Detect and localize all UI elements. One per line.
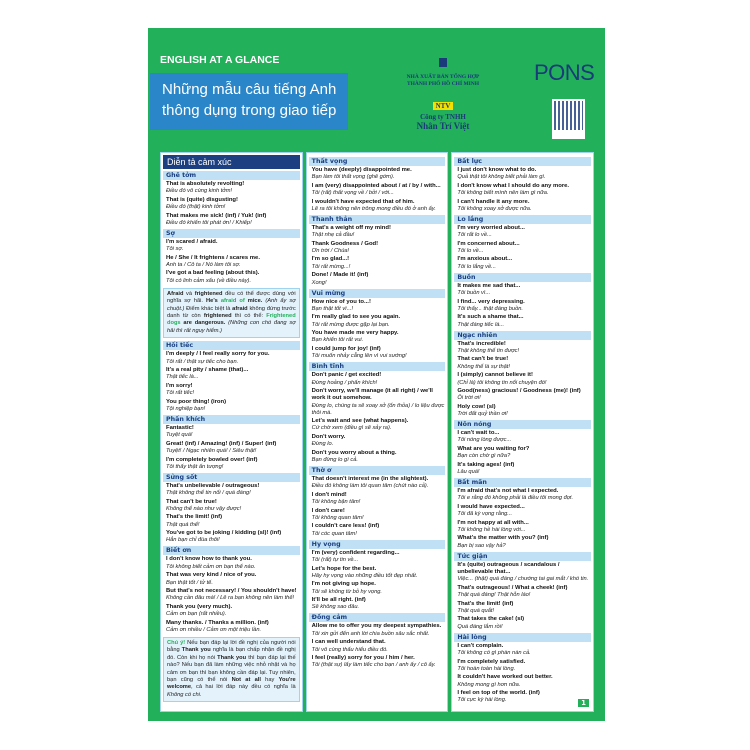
phrase-vietnamese: Tôi không có gì phàn nàn cả.: [457, 650, 531, 657]
phrase-english: That's outrageous! / What a cheek! (inf): [457, 584, 568, 591]
phrase-vietnamese: Cứ chờ xem (điều gì sẽ xảy ra).: [311, 425, 392, 432]
phrase-vietnamese: Tôi muốn nhảy cẫng lên vì vui sướng!: [311, 353, 407, 360]
phrase-vietnamese: Thật đáng tiếc là...: [457, 321, 505, 328]
phrase-english: Done! / Made it! (inf): [311, 272, 369, 279]
phrase-vietnamese: Cảm ơn nhiều / Cảm ơn một triệu lần.: [166, 626, 262, 633]
phrase-vietnamese: Không cần đâu mà! / Lẽ ra bạn không nên làm thế!: [166, 595, 295, 602]
phrase-english: That is absolutely revolting!: [166, 181, 245, 187]
section-header: Ghê tởm: [163, 171, 300, 180]
phrase-vietnamese: Tội nghiệp bạn!: [166, 405, 206, 412]
column-2: [306, 152, 449, 712]
phrase-english: I'm concerned about...: [457, 240, 520, 247]
phrase-vietnamese: Tôi cóc quan tâm!: [311, 530, 357, 537]
phrase-english: Don't you worry about a thing.: [311, 449, 397, 456]
publisher-line-1: NHÀ XUẤT BẢN TỔNG HỢP: [406, 74, 480, 80]
phrase-english: That's a weight off my mind!: [311, 224, 391, 231]
phrase-english: Let's wait and see (what happens).: [311, 418, 409, 425]
phrase-vietnamese: Không thể là sự thật!: [457, 363, 510, 370]
phrase-vietnamese: Tôi thấy thật ấn tượng!: [166, 463, 224, 470]
note-text: mice.: [244, 298, 266, 305]
section-header: Sửng sốt: [163, 473, 300, 482]
ntv-logo: NTV: [433, 102, 454, 110]
phrase-vietnamese: Tôi không biết cảm ơn bạn thế nào.: [166, 563, 256, 570]
section-header: Nôn nóng: [454, 420, 591, 429]
phrase-vietnamese: Thật không thể tin được!: [457, 347, 520, 354]
phrase-english: Many thanks. / Thanks a million. (inf): [166, 619, 269, 626]
title-line-2: thông dụng trong giao tiếp: [162, 102, 337, 119]
phrase-vietnamese: Bạn đừng lo gì cả.: [311, 457, 358, 464]
section-header: Thất vọng: [309, 157, 446, 166]
phrase-vietnamese: Hãy hy vọng vào những điều tốt đẹp nhất.: [311, 572, 418, 579]
note-text: thì bạn đáp lại thế nào? Nếu bạn đã làm những việc nhỏ nhặt và họ cảm ơn bạn thì bạn không cần đáp lại. Tuy nhiên, bạn cũng có thể nói: [167, 654, 296, 683]
phrase-english: I would have expected...: [457, 503, 525, 510]
note-text: Thank you: [181, 647, 211, 654]
note-text: thì có thể:: [231, 313, 267, 319]
phrase-english: I could jump for joy! (inf): [311, 345, 381, 352]
phrase-english: It's taking ages! (inf): [457, 461, 515, 468]
phrase-english: That is (quite) disgusting!: [166, 196, 238, 203]
note-text: afraid of: [220, 298, 245, 305]
column-heading: Diễn tả cảm xúc: [163, 155, 300, 169]
note-text: He's: [206, 298, 221, 305]
phrase-vietnamese: Tôi (rất) thất vọng về / bởi / với...: [311, 190, 394, 197]
note-text: Afraid: [167, 290, 184, 297]
phrase-english: I don't know how to thank you.: [166, 556, 252, 563]
phrase-english: I'm really glad to see you again.: [311, 314, 401, 321]
phrase-vietnamese: Tôi nóng lòng được...: [457, 437, 512, 444]
note-text: , cả hai lời đáp này đều có nghĩa là: [191, 684, 296, 691]
phrase-vietnamese: Bạn khiến tôi rất vui.: [311, 337, 364, 344]
phrase-english: That's the limit! (inf): [457, 600, 514, 607]
phrase-english: Good(ness) gracious! / Goodness (me)! (inf): [457, 388, 581, 395]
phrase-english: I'm anxious about...: [457, 256, 513, 263]
phrase-vietnamese: Ôi trời ơi!: [457, 395, 481, 402]
phrase-english: That's incredible!: [457, 340, 506, 347]
phrase-english: That can't be true!: [166, 498, 217, 505]
phrase-vietnamese: Điều đó khiến tôi phát ớn! / Khiếp!: [166, 219, 252, 226]
pons-logo: PONS: [534, 60, 595, 85]
phrase-vietnamese: Tôi rất lo về...: [457, 232, 492, 239]
note-text: Chú ý!: [167, 639, 188, 646]
phrase-english: It'll be all right. (inf): [311, 597, 366, 604]
section-header: Bình tĩnh: [309, 362, 446, 371]
phrase-english: I feel (really) sorry for you / him / her.: [311, 655, 415, 662]
column-1: [160, 152, 303, 712]
phrase-vietnamese: Tôi rất tiếc!: [166, 390, 195, 397]
phrase-vietnamese: Cảm ơn bạn (rất nhiều).: [166, 611, 227, 618]
phrase-vietnamese: Tôi không biết mình nên làm gì nữa.: [457, 190, 549, 197]
phrase-vietnamese: Đừng hoảng / phấn khích!: [311, 379, 378, 386]
phrase-vietnamese: Thật quá đáng! Thật hỗn láo!: [457, 592, 531, 599]
phrase-english: I'm completely satisfied.: [457, 658, 526, 665]
phrase-vietnamese: Tôi thấy... thật đáng buồn.: [457, 305, 524, 312]
section-header: Sợ: [163, 229, 300, 238]
phrase-vietnamese: Tôi (rất) tự tin về...: [311, 557, 359, 564]
phrase-vietnamese: Thật nhẹ cả đầu!: [311, 232, 355, 239]
phrase-vietnamese: Lẽ ra tôi không nên trông mong điều đó ở anh ấy.: [311, 205, 436, 212]
phrase-vietnamese: Thật quá quắt!: [457, 607, 495, 614]
phrase-vietnamese: Tôi vô cùng thấu hiểu điều đó.: [311, 646, 388, 653]
phrase-english: That's unbelievable / outrageous!: [166, 482, 260, 489]
phrase-vietnamese: Bạn thật tốt vì...!: [311, 305, 354, 312]
phrase-vietnamese: Tôi không xoay xở được nữa.: [457, 205, 532, 212]
note-text: frightened: [194, 290, 223, 297]
phrase-english: I'm scared / afraid.: [166, 238, 218, 245]
content-columns: [160, 152, 594, 712]
phrase-english: What's the matter with you? (inf): [457, 535, 549, 542]
section-header: Vui mừng: [309, 289, 446, 298]
phrase-vietnamese: Tôi không quan tâm!: [311, 514, 364, 521]
phrase-vietnamese: Tôi rất / thật sự tiếc cho bạn.: [166, 358, 239, 365]
phrase-english: Don't worry, we'll manage (it all right) / we'll work it out somehow.: [311, 388, 433, 402]
phrase-english: That's the limit! (inf): [166, 514, 223, 521]
note-text: .: [199, 691, 202, 698]
phrase-english: I'm (very) confident regarding...: [311, 549, 400, 556]
phrase-english: Don't panic / get excited!: [311, 372, 382, 379]
phrase-english: I'm afraid that's not what I expected.: [457, 488, 559, 495]
phrase-english: I just don't know what to do.: [457, 167, 537, 173]
phrase-vietnamese: Quá đáng lắm rồi!: [457, 623, 503, 630]
phrase-vietnamese: Tôi buồn vì...: [457, 290, 491, 297]
phrase-vietnamese: Tôi xin gửi đến anh lời chia buồn sâu sắc nhất.: [311, 630, 430, 637]
phrase-vietnamese: Tôi (thật sự) lấy làm tiếc cho bạn / anh ấy / cô ấy.: [311, 662, 436, 669]
phrase-english: It makes me sad that...: [457, 282, 521, 289]
section-header: Thanh thản: [309, 215, 446, 224]
section-header: Hối tiếc: [163, 341, 300, 350]
phrase-vietnamese: Tôi rất mừng được gặp lại bạn.: [311, 321, 390, 328]
phrase-vietnamese: Đừng lo, chúng ta sẽ xoay xở (ổn thỏa) / lo liệu được thôi mà.: [311, 402, 445, 416]
note-text: đều có thể được dùng với nghĩa sợ hãi.: [167, 290, 296, 305]
section-header: Buồn: [454, 273, 591, 282]
publisher-logo-icon: [439, 58, 447, 67]
phrase-english: I'm deeply / I feel really sorry for you.: [166, 351, 270, 358]
phrase-english: I've got a bad feeling (about this).: [166, 270, 260, 277]
phrase-vietnamese: Điều đó vô cùng kinh tởm!: [166, 188, 233, 195]
phrase-english: How nice of you to...!: [311, 298, 371, 305]
note-text: và: [183, 290, 195, 297]
phrase-vietnamese: Không thể nào như vậy được!: [166, 505, 242, 512]
phrase-english: I (simply) cannot believe it!: [457, 372, 533, 379]
phrase-vietnamese: Điều đó không làm tôi quan tâm (chút nào cả).: [311, 483, 429, 490]
section-header: Đồng cảm: [309, 613, 446, 622]
phrase-vietnamese: Bạn còn chờ gì nữa?: [457, 453, 511, 460]
note-box: [163, 637, 300, 702]
section-header: Lo lắng: [454, 215, 591, 224]
phrase-english: It's such a shame that...: [457, 314, 524, 321]
phrase-english: It's a real pity / shame (that)...: [166, 367, 249, 374]
series-title: ENGLISH AT A GLANCE: [160, 54, 280, 66]
company-line-1: Công ty TNHH: [420, 113, 466, 121]
phrase-vietnamese: Lâu quá!: [457, 469, 480, 476]
note-text: Thank you: [217, 654, 247, 661]
phrase-vietnamese: Tôi hoàn toàn hài lòng.: [457, 665, 516, 672]
section-header: Thờ ơ: [309, 466, 446, 475]
phrase-english: Allow me to offer you my deepest sympathies.: [311, 623, 442, 630]
phrase-vietnamese: Thật quá thể!: [166, 521, 200, 528]
phrase-vietnamese: Trời đất quỷ thần ơi!: [457, 411, 508, 418]
phrase-english: I wouldn't have expected that of him.: [311, 198, 415, 205]
note-text: Frightened dogs: [167, 313, 296, 327]
phrase-english: That was very kind / nice of you.: [166, 572, 257, 579]
phrase-english: You have (deeply) disappointed me.: [311, 167, 412, 173]
phrase-english: I am (very) disappointed about / at / by / with...: [311, 182, 441, 189]
phrase-english: That doesn't interest me (in the slightest).: [311, 476, 429, 483]
phrase-vietnamese: Tuyệt! / Ngạc nhiên quá! / Siêu thật!: [166, 448, 257, 454]
phrase-vietnamese: Xong!: [311, 279, 327, 286]
phrase-english: That takes the cake! (sl): [457, 616, 525, 623]
note-text: afraid: [232, 305, 248, 312]
note-text: are dangerous.: [180, 320, 226, 327]
note-text: Nếu bạn đáp lại lời đề nghị của người nói bằng: [167, 639, 296, 654]
note-text: frightened: [203, 313, 232, 319]
note-text: hay: [260, 677, 279, 683]
section-header: Tức giận: [454, 552, 591, 561]
qr-code-icon: [552, 99, 585, 139]
phrase-vietnamese: Tôi đã kỳ vọng rằng...: [457, 511, 513, 518]
phrase-vietnamese: Tôi rất mừng...!: [311, 263, 351, 270]
phrase-english: Don't worry.: [311, 433, 346, 440]
phrase-english: Great! (inf) / Amazing! (inf) / Super! (inf): [166, 440, 277, 447]
phrase-vietnamese: Sẽ không sao đâu.: [311, 604, 360, 611]
phrase-english: Let's hope for the best.: [311, 565, 377, 572]
note-text: (Anh ấy sợ chuột.): [167, 298, 296, 312]
note-text: Not at all: [231, 677, 261, 683]
section-header: Ngạc nhiên: [454, 331, 591, 340]
section-header: Bất mãn: [454, 478, 591, 487]
phrase-vietnamese: Thật tiếc là...: [166, 374, 199, 381]
note-text: You're welcome: [167, 677, 296, 691]
publisher-block: [388, 56, 498, 131]
phrase-english: I feel on top of the world. (inf): [457, 690, 540, 697]
phrase-vietnamese: Tôi sợ.: [166, 246, 184, 253]
phrase-english: It couldn't have worked out better.: [457, 674, 553, 681]
phrase-card: [148, 28, 605, 721]
phrase-vietnamese: Quả thật tôi không biết phải làm gì.: [457, 174, 546, 181]
page-title: [150, 73, 348, 130]
phrase-english: But that's not necessary! / You shouldn't have!: [166, 588, 297, 595]
phrase-vietnamese: Bạn bị sao vậy hả?: [457, 542, 506, 549]
phrase-vietnamese: Ơn trời / Chúa!: [311, 247, 350, 254]
phrase-english: I don't know what I should do any more.: [457, 182, 570, 189]
phrase-english: I don't care!: [311, 507, 345, 514]
section-header: Biết ơn: [163, 546, 300, 555]
section-header: Hài lòng: [454, 633, 591, 642]
phrase-vietnamese: Tôi sẽ không từ bỏ hy vọng.: [311, 588, 382, 595]
phrase-english: What are you waiting for?: [457, 445, 530, 452]
phrase-english: That can't be true!: [457, 356, 509, 363]
phrase-vietnamese: Tôi không bận tâm!: [311, 499, 361, 506]
phrase-english: I find... very depressing.: [457, 298, 525, 305]
phrase-vietnamese: Tôi cực kỳ hài lòng.: [457, 697, 507, 704]
phrase-english: I'm so glad...!: [311, 256, 350, 263]
phrase-english: Thank Goodness / God!: [311, 240, 379, 247]
phrase-english: I can't wait to...: [457, 430, 500, 437]
phrase-english: I couldn't care less! (inf): [311, 523, 380, 530]
phrase-english: You poor thing! (iron): [166, 398, 227, 405]
phrase-vietnamese: Thật không thể tin nổi / quá đáng!: [166, 490, 251, 497]
page-number: 1: [578, 699, 589, 707]
phrase-vietnamese: Điều đó (thật) kinh tởm!: [166, 204, 226, 211]
phrase-english: I'm not giving up hope.: [311, 581, 376, 588]
phrase-english: Fantastic!: [166, 424, 194, 431]
phrase-vietnamese: Tôi e rằng đó không phải là điều tôi mong đợi.: [457, 495, 574, 502]
note-text: nghĩa là bạn chấp nhận đề nghị đó. Còn khi họ nói: [167, 647, 296, 661]
phrase-vietnamese: Anh ta / Cô ta / Nó làm tôi sợ.: [166, 261, 241, 268]
phrase-vietnamese: Tôi lo lắng về...: [457, 263, 496, 270]
phrase-english: Holy cow! (sl): [457, 403, 496, 410]
phrase-english: I'm sorry!: [166, 382, 193, 389]
phrase-vietnamese: Bạn thật tốt / tử tế.: [166, 579, 213, 586]
phrase-english: Thank you (very much).: [166, 603, 233, 610]
phrase-vietnamese: Việc... (thật) quá đáng / chướng tai gai mắt / khó tin.: [457, 576, 589, 583]
phrase-vietnamese: Bạn làm tôi thất vọng (ghê gớm).: [311, 174, 395, 181]
phrase-vietnamese: Không mong gì hơn nữa.: [457, 681, 521, 688]
phrase-english: I'm completely bowled over! (inf): [166, 456, 258, 463]
phrase-vietnamese: Đừng lo.: [311, 441, 334, 448]
section-header: Hy vọng: [309, 540, 446, 549]
note-text: Điểm khác biệt là: [184, 305, 233, 312]
note-text: (Những con chó đang sợ hãi thì rất nguy hiểm.): [167, 320, 296, 334]
phrase-vietnamese: Tôi lo về...: [457, 247, 484, 254]
column-3: [451, 152, 594, 712]
phrase-vietnamese: Tôi có linh cảm xấu (về điều này).: [166, 277, 252, 284]
note-text: không đứng trước danh từ còn: [167, 305, 296, 319]
phrase-english: You have made me very happy.: [311, 330, 399, 337]
note-box: [163, 288, 300, 338]
title-line-1: Những mẫu câu tiếng Anh: [162, 81, 337, 98]
phrase-vietnamese: Tôi không hề hài lòng với...: [457, 526, 526, 533]
phrase-vietnamese: Tuyệt quá!: [166, 432, 193, 439]
phrase-english: I can't complain.: [457, 642, 504, 649]
phrase-english: He / She / It frightens / scares me.: [166, 254, 260, 261]
publisher-line-2: THÀNH PHỐ HỒ CHÍ MINH: [406, 81, 480, 87]
phrase-english: I can't handle it any more.: [457, 198, 530, 205]
phrase-english: You've got to be joking / kidding (sl)! (inf): [166, 530, 282, 537]
phrase-english: That makes me sick! (inf) / Yuk! (inf): [166, 212, 267, 219]
section-header: Phấn khích: [163, 415, 300, 424]
phrase-english: It's (quite) outrageous / scandalous / unbelievable that...: [457, 561, 560, 576]
phrase-vietnamese: (Chỉ là) tôi không tin nổi chuyện đó!: [457, 379, 547, 386]
phrase-english: I'm very worried about...: [457, 224, 525, 231]
phrase-english: I can well understand that.: [311, 639, 386, 646]
section-header: Bất lực: [454, 157, 591, 166]
phrase-english: I'm not happy at all with...: [457, 519, 529, 526]
phrase-english: I don't mind!: [311, 491, 347, 498]
company-line-2: Nhân Trí Việt: [416, 121, 470, 131]
phrase-vietnamese: Hẳn bạn chỉ đùa thôi!: [166, 537, 220, 544]
note-text: Không có chi: [167, 691, 200, 698]
